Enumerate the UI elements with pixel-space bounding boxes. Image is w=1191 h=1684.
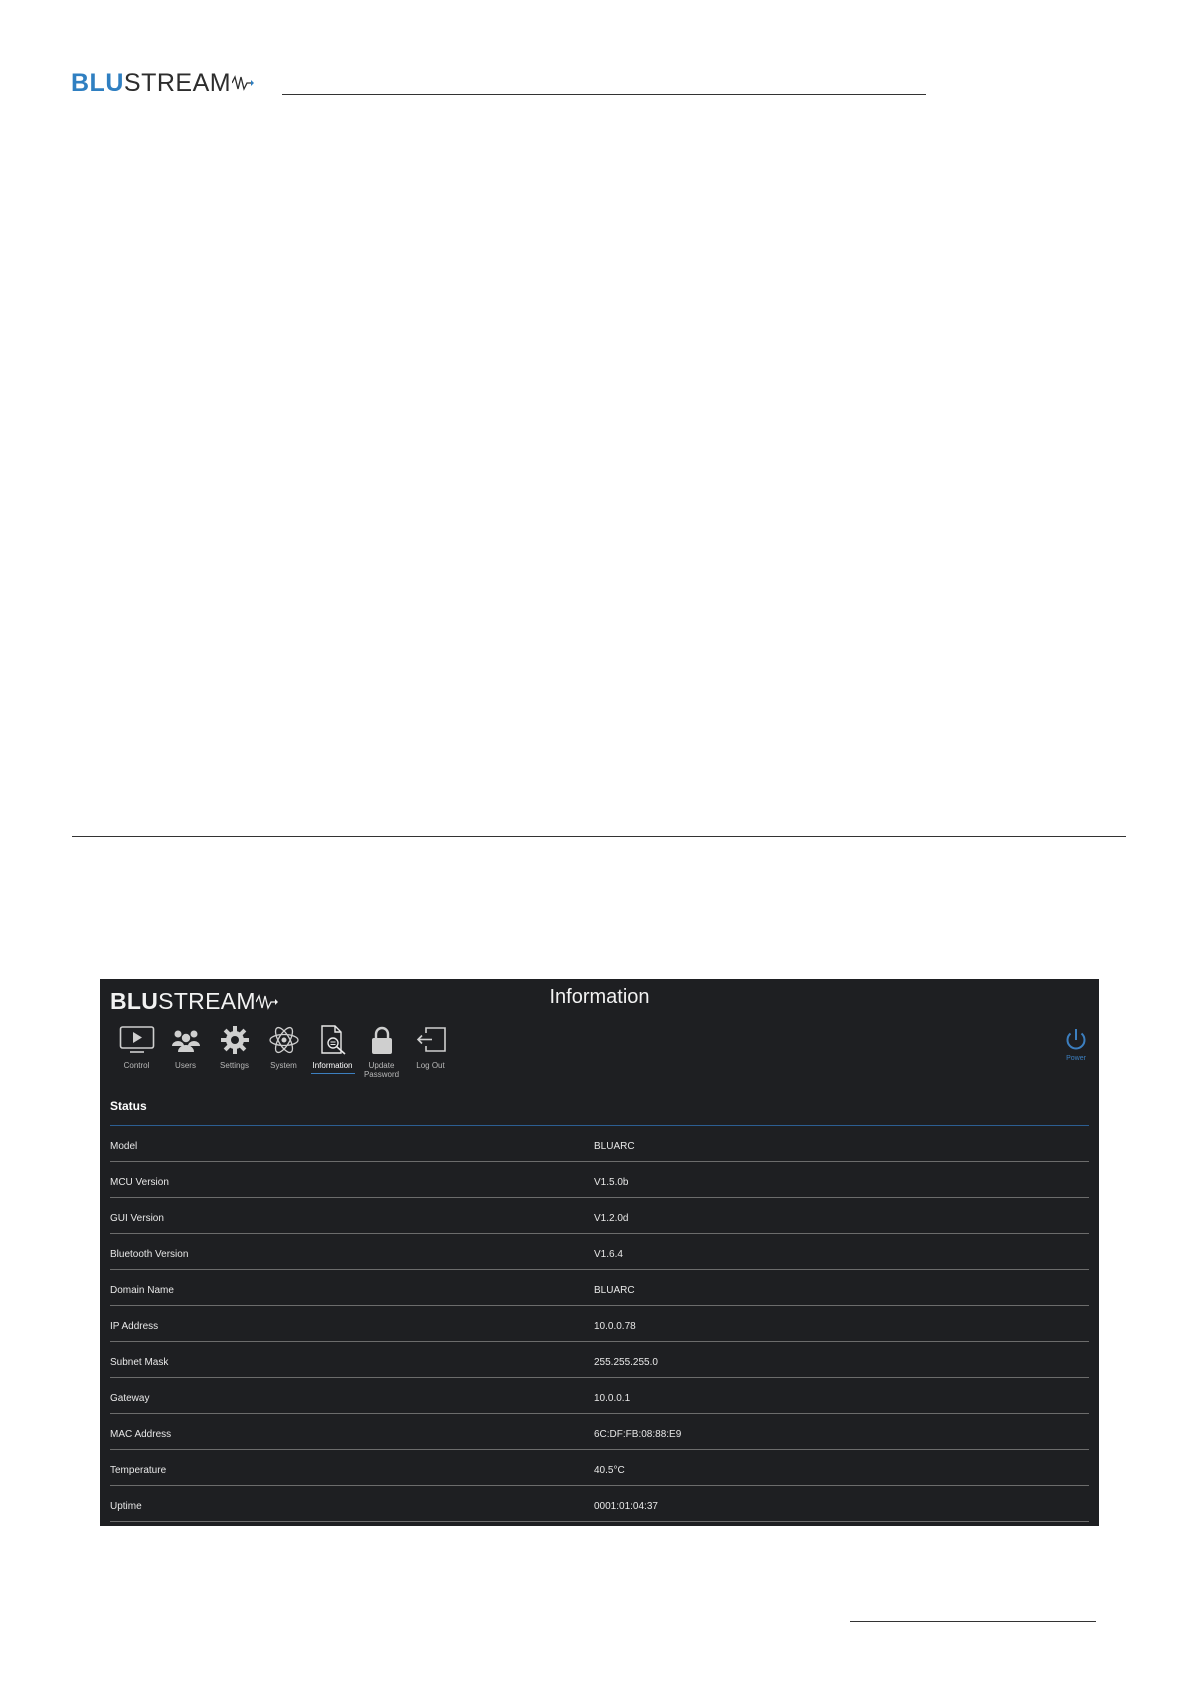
row-key: Domain Name (110, 1285, 174, 1296)
table-row (110, 1198, 1089, 1234)
row-key: Temperature (110, 1465, 167, 1476)
power-button[interactable] (1063, 1027, 1089, 1062)
wave-arrow-icon (232, 74, 254, 92)
table-row (110, 1450, 1089, 1486)
table-row (110, 1234, 1089, 1270)
table-row (110, 1414, 1089, 1450)
document-logo-stream: STREAM (123, 68, 232, 97)
app-logo-blu: BLU (110, 988, 159, 1014)
document-logo-blu: BLU (71, 68, 124, 97)
nav-item-update-password[interactable] (357, 1022, 406, 1079)
row-value: BLUARC (594, 1285, 635, 1296)
row-value: BLUARC (594, 1141, 635, 1152)
nav-label: System (270, 1061, 297, 1070)
tv-play-icon (119, 1025, 155, 1055)
nav-item-control[interactable] (112, 1022, 161, 1079)
row-value: V1.5.0b (594, 1177, 629, 1188)
nav-bar (112, 1022, 455, 1079)
row-key: Model (110, 1141, 138, 1152)
row-key: MCU Version (110, 1177, 169, 1188)
nav-label: Control (123, 1061, 150, 1070)
row-key: GUI Version (110, 1213, 164, 1224)
header-rule (282, 94, 926, 95)
row-value: 255.255.255.0 (594, 1357, 658, 1368)
row-key: IP Address (110, 1321, 159, 1332)
table-row (110, 1270, 1089, 1306)
app-screenshot (100, 979, 1099, 1526)
nav-item-system[interactable] (259, 1022, 308, 1079)
atom-icon (268, 1024, 300, 1056)
row-value: V1.6.4 (594, 1249, 623, 1260)
table-row (110, 1162, 1089, 1198)
row-value: 0001:01:04:37 (594, 1501, 658, 1512)
table-row (110, 1342, 1089, 1378)
nav-item-users[interactable] (161, 1022, 210, 1079)
table-row (110, 1486, 1089, 1522)
gear-icon (219, 1024, 251, 1056)
table-row (110, 1306, 1089, 1342)
document-logo (71, 70, 254, 96)
nav-item-information[interactable] (308, 1022, 357, 1079)
power-label: Power (1066, 1055, 1086, 1062)
nav-item-settings[interactable] (210, 1022, 259, 1079)
lock-icon (369, 1025, 395, 1055)
row-value: 40.5°C (594, 1465, 625, 1476)
row-value: 10.0.0.1 (594, 1393, 631, 1404)
row-key: Subnet Mask (110, 1357, 169, 1368)
row-key: Gateway (110, 1393, 150, 1404)
document-search-icon (317, 1024, 349, 1056)
status-table (110, 1126, 1089, 1522)
nav-label: Users (175, 1061, 196, 1070)
app-logo-stream: STREAM (158, 988, 256, 1014)
nav-label: Log Out (416, 1061, 445, 1070)
row-key: MAC Address (110, 1429, 172, 1440)
row-key: Bluetooth Version (110, 1249, 189, 1260)
section-title: Status (110, 1099, 147, 1113)
section-rule (72, 836, 1126, 837)
nav-label: Information (312, 1061, 353, 1070)
nav-label: Settings (220, 1061, 249, 1070)
row-value: 10.0.0.78 (594, 1321, 636, 1332)
row-key: Uptime (110, 1501, 142, 1512)
footer-rule (850, 1621, 1096, 1622)
row-value: V1.2.0d (594, 1213, 629, 1224)
users-icon (169, 1026, 203, 1054)
table-row (110, 1126, 1089, 1162)
row-value: 6C:DF:FB:08:88:E9 (594, 1429, 682, 1440)
nav-label: Update Password (363, 1061, 400, 1079)
table-row (110, 1378, 1089, 1414)
page-title: Information (549, 986, 650, 1008)
active-tab-underline (311, 1073, 355, 1074)
logout-icon (414, 1025, 448, 1055)
power-icon (1064, 1027, 1088, 1053)
nav-item-log-out[interactable] (406, 1022, 455, 1079)
